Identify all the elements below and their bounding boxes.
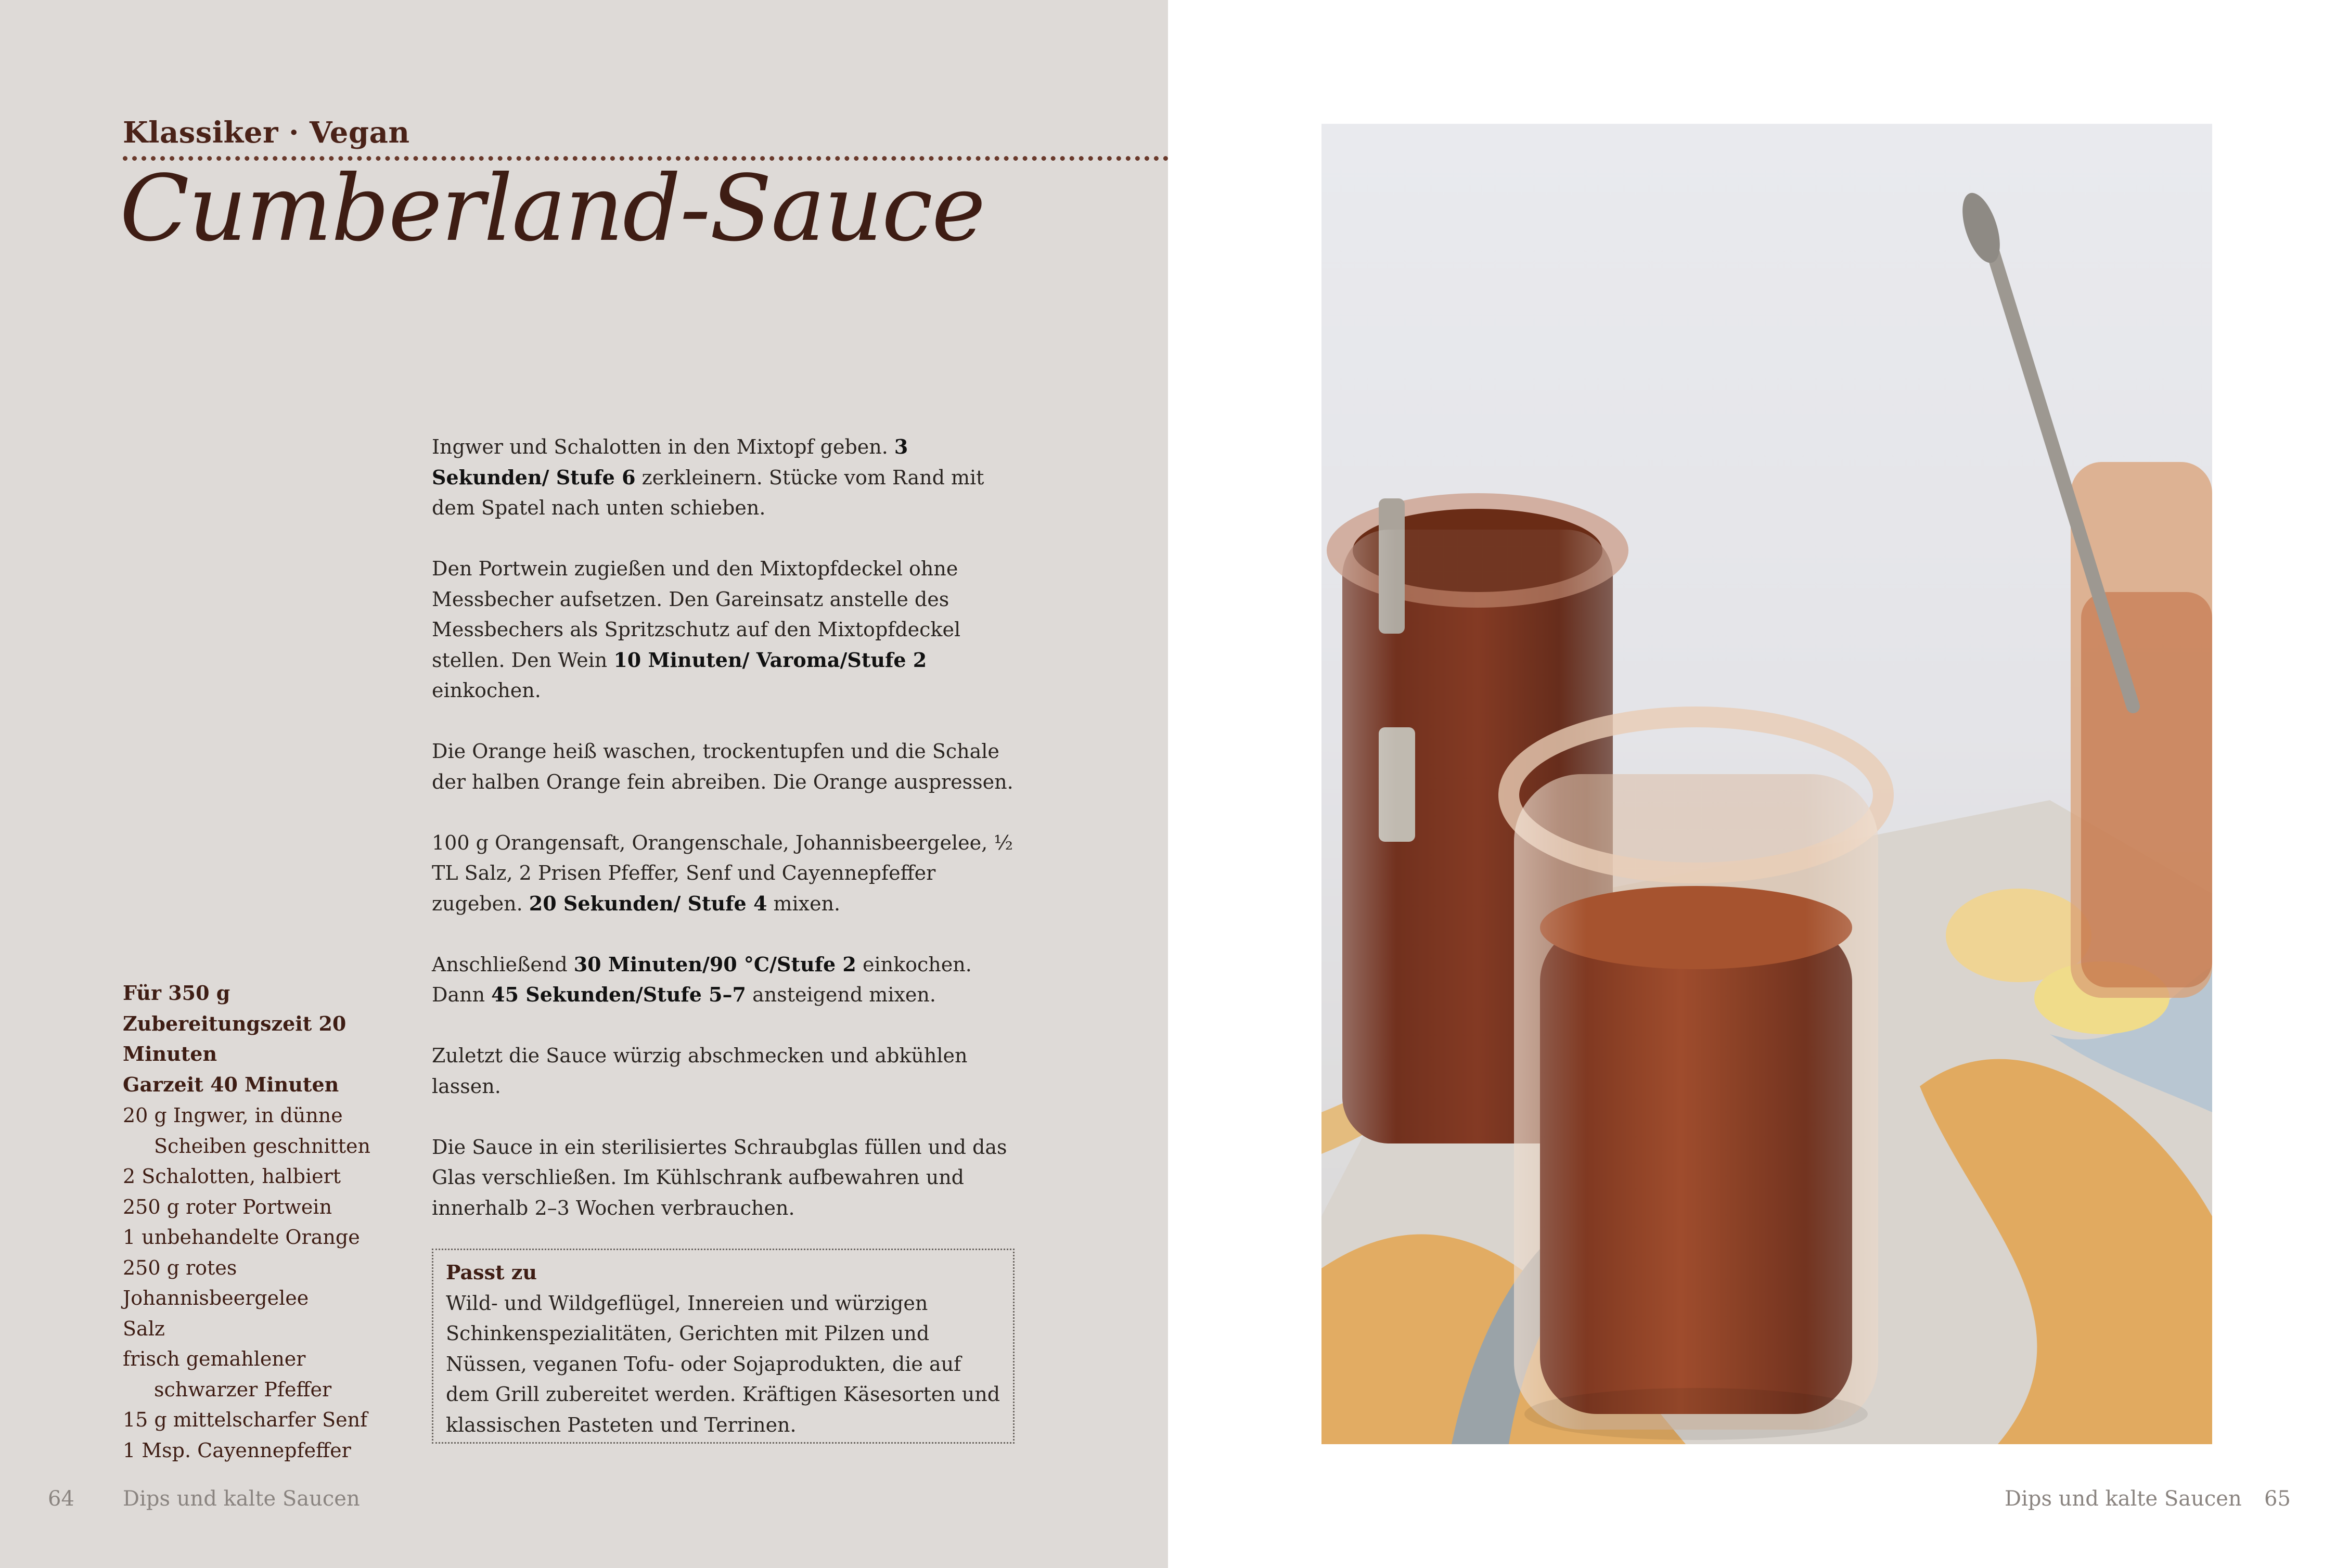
ingredient-line: Scheiben geschnitten bbox=[154, 1134, 370, 1158]
step-text: Ingwer und Schalotten in den Mixtopf geben. bbox=[432, 435, 894, 458]
instructions bbox=[432, 432, 1030, 1254]
ingredient-line: 20 g Ingwer, in dünne bbox=[123, 1104, 343, 1127]
footer-section-right: Dips und kalte Saucen bbox=[2005, 1487, 2242, 1511]
ingredient-line: 1 Msp. Cayennepfeffer bbox=[123, 1438, 351, 1462]
ingredient-line: frisch gemahlener bbox=[123, 1347, 306, 1370]
category-label: Klassiker · Vegan bbox=[123, 115, 410, 150]
ingredient-line: 250 g roter Portwein bbox=[123, 1195, 332, 1218]
step-text: Zuletzt die Sauce würzig abschmecken und abkühlen lassen. bbox=[432, 1044, 968, 1098]
meta-line: Für 350 g bbox=[123, 981, 230, 1005]
ingredient-line: 1 unbehandelte Orange bbox=[123, 1226, 360, 1249]
instruction-step bbox=[432, 1132, 1030, 1224]
ingredient-list bbox=[123, 1100, 414, 1466]
page-number-left: 64 bbox=[48, 1487, 74, 1511]
sauce-photo bbox=[1321, 124, 2212, 1444]
step-text: Die Sauce in ein sterilisiertes Schraubglas füllen und das Glas verschließen. Im Kühlschrank aufbewahren und innerhalb 2–3 Wochen verbrauchen. bbox=[432, 1135, 1007, 1219]
step-text: mixen. bbox=[767, 892, 841, 915]
page-number-right: 65 bbox=[2264, 1487, 2291, 1511]
step-setting: 30 Minuten/90 °C/Stufe 2 bbox=[573, 952, 856, 976]
step-setting: 45 Sekunden/Stufe 5–7 bbox=[491, 983, 746, 1006]
meta-line: Garzeit 40 Minuten bbox=[123, 1072, 339, 1096]
step-text: Die Orange heiß waschen, trockentupfen und die Schale der halben Orange fein abreiben. Die Orange auspressen. bbox=[432, 740, 1013, 793]
step-text: einkochen. bbox=[432, 679, 541, 702]
instruction-step bbox=[432, 1040, 1030, 1101]
tip-text: Wild- und Wildgeflügel, Innereien und würzigen Schinkenspezialitäten, Gerichten mit Pilzen und Nüssen, veganen Tofu- oder Sojaprodukten, die auf dem Grill zubereitet werden. Kräftigen Käsesorten und klassischen Pasteten und Terrinen. bbox=[446, 1291, 1000, 1436]
tip-title: Passt zu bbox=[446, 1261, 537, 1284]
step-text: einkochen. Dann bbox=[432, 953, 972, 1006]
meta-line: Zubereitungszeit 20 Minuten bbox=[123, 1011, 346, 1065]
step-setting: 3 Sekunden/ Stufe 6 bbox=[432, 435, 908, 489]
ingredient-line: 15 g mittelscharfer Senf bbox=[123, 1408, 368, 1431]
step-text: 100 g Orangensaft, Orangenschale, Johannisbeergelee, ½ TL Salz, 2 Prisen Pfeffer, Senf und Cayennepfeffer zugeben. bbox=[432, 831, 1013, 915]
ingredient-line: Salz bbox=[123, 1317, 165, 1340]
step-setting: 10 Minuten/ Varoma/Stufe 2 bbox=[613, 648, 927, 672]
ingredient-line: 250 g rotes Johannisbeergelee bbox=[123, 1256, 309, 1309]
instruction-step bbox=[432, 736, 1030, 797]
instruction-step bbox=[432, 432, 1030, 523]
instruction-step bbox=[432, 554, 1030, 706]
step-text: zerkleinern. Stücke vom Rand mit dem Spatel nach unten schieben. bbox=[432, 466, 984, 519]
instruction-step bbox=[432, 949, 1030, 1010]
recipe-title: Cumberland-Sauce bbox=[120, 156, 985, 262]
ingredient-line: 2 Schalotten, halbiert bbox=[123, 1165, 341, 1188]
step-text: Den Portwein zugießen und den Mixtopfdeckel ohne Messbecher aufsetzen. Den Gareinsatz anstelle des Messbechers als Spritzschutz auf den Mixtopfdeckel stellen. Den Wein bbox=[432, 557, 961, 672]
instruction-step bbox=[432, 828, 1030, 919]
tip-box bbox=[432, 1249, 1015, 1444]
ingredient-line: schwarzer Pfeffer bbox=[154, 1378, 332, 1401]
footer-section-left: Dips und kalte Saucen bbox=[123, 1487, 360, 1511]
recipe-meta bbox=[123, 978, 414, 1100]
step-setting: 20 Sekunden/ Stufe 4 bbox=[529, 891, 767, 915]
step-text: Anschließend bbox=[432, 953, 574, 976]
step-text: ansteigend mixen. bbox=[746, 983, 936, 1006]
